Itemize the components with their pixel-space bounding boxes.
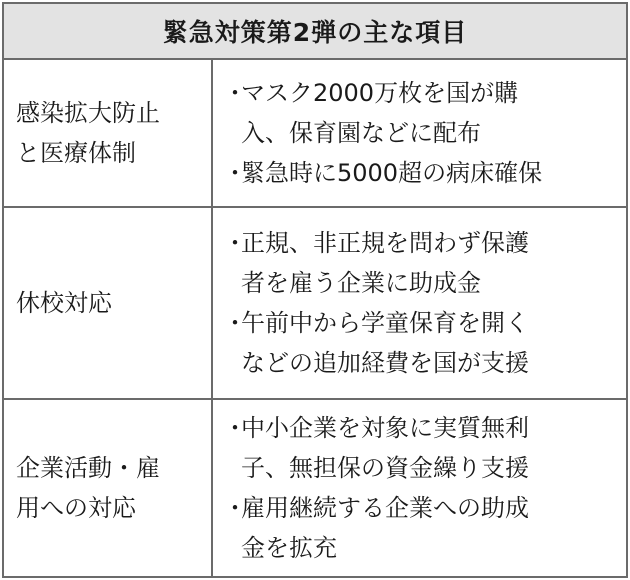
item-line: 者を雇う企業に助成金: [241, 269, 481, 297]
row-items-cell: [213, 208, 626, 398]
item-line: 午前中から学童保育を開く: [241, 309, 529, 337]
measures-table: [2, 2, 628, 578]
row-label: [16, 448, 160, 528]
item-line: 中小企業を対象に実質無利: [241, 414, 529, 442]
item-line: 入、保育園などに配布: [241, 119, 481, 147]
list-item: [223, 303, 626, 383]
row-label-cell: [4, 208, 213, 398]
item-line: 緊急時に5000超の病床確保: [241, 159, 543, 187]
table-row-business-employment: [4, 400, 626, 576]
item-line: 雇用継続する企業への助成: [241, 494, 529, 522]
bullet-marker: ・: [223, 309, 247, 337]
list-item: [223, 73, 626, 153]
row-items-cell: [213, 60, 626, 206]
list-item: [223, 223, 626, 303]
row-label-line: 感染拡大防止: [16, 99, 160, 127]
row-label-line: 休校対応: [16, 289, 112, 317]
bullet-marker: ・: [223, 229, 247, 257]
bullet-marker: ・: [223, 494, 247, 522]
row-label-line: と医療体制: [16, 139, 136, 167]
bullet-marker: ・: [223, 159, 247, 187]
table-row-infection-control: [4, 60, 626, 208]
item-line: マスク2000万枚を国が購: [241, 79, 519, 107]
list-item: [223, 408, 626, 488]
row-label-line: 企業活動・雇: [16, 454, 160, 482]
list-item: [223, 488, 626, 568]
table-title: 緊急対策第2弾の主な項目: [4, 4, 626, 60]
item-line: などの追加経費を国が支援: [241, 349, 529, 377]
table-row-school-closure: [4, 208, 626, 400]
row-label-line: 用への対応: [16, 494, 136, 522]
row-label: [16, 93, 160, 173]
item-line: 子、無担保の資金繰り支援: [241, 454, 529, 482]
row-label: [16, 283, 112, 323]
bullet-marker: ・: [223, 414, 247, 442]
bullet-marker: ・: [223, 79, 247, 107]
row-label-cell: [4, 60, 213, 206]
item-line: 正規、非正規を問わず保護: [241, 229, 529, 257]
item-line: 金を拡充: [241, 534, 337, 562]
list-item: [223, 153, 626, 193]
row-items-cell: [213, 400, 626, 576]
row-label-cell: [4, 400, 213, 576]
